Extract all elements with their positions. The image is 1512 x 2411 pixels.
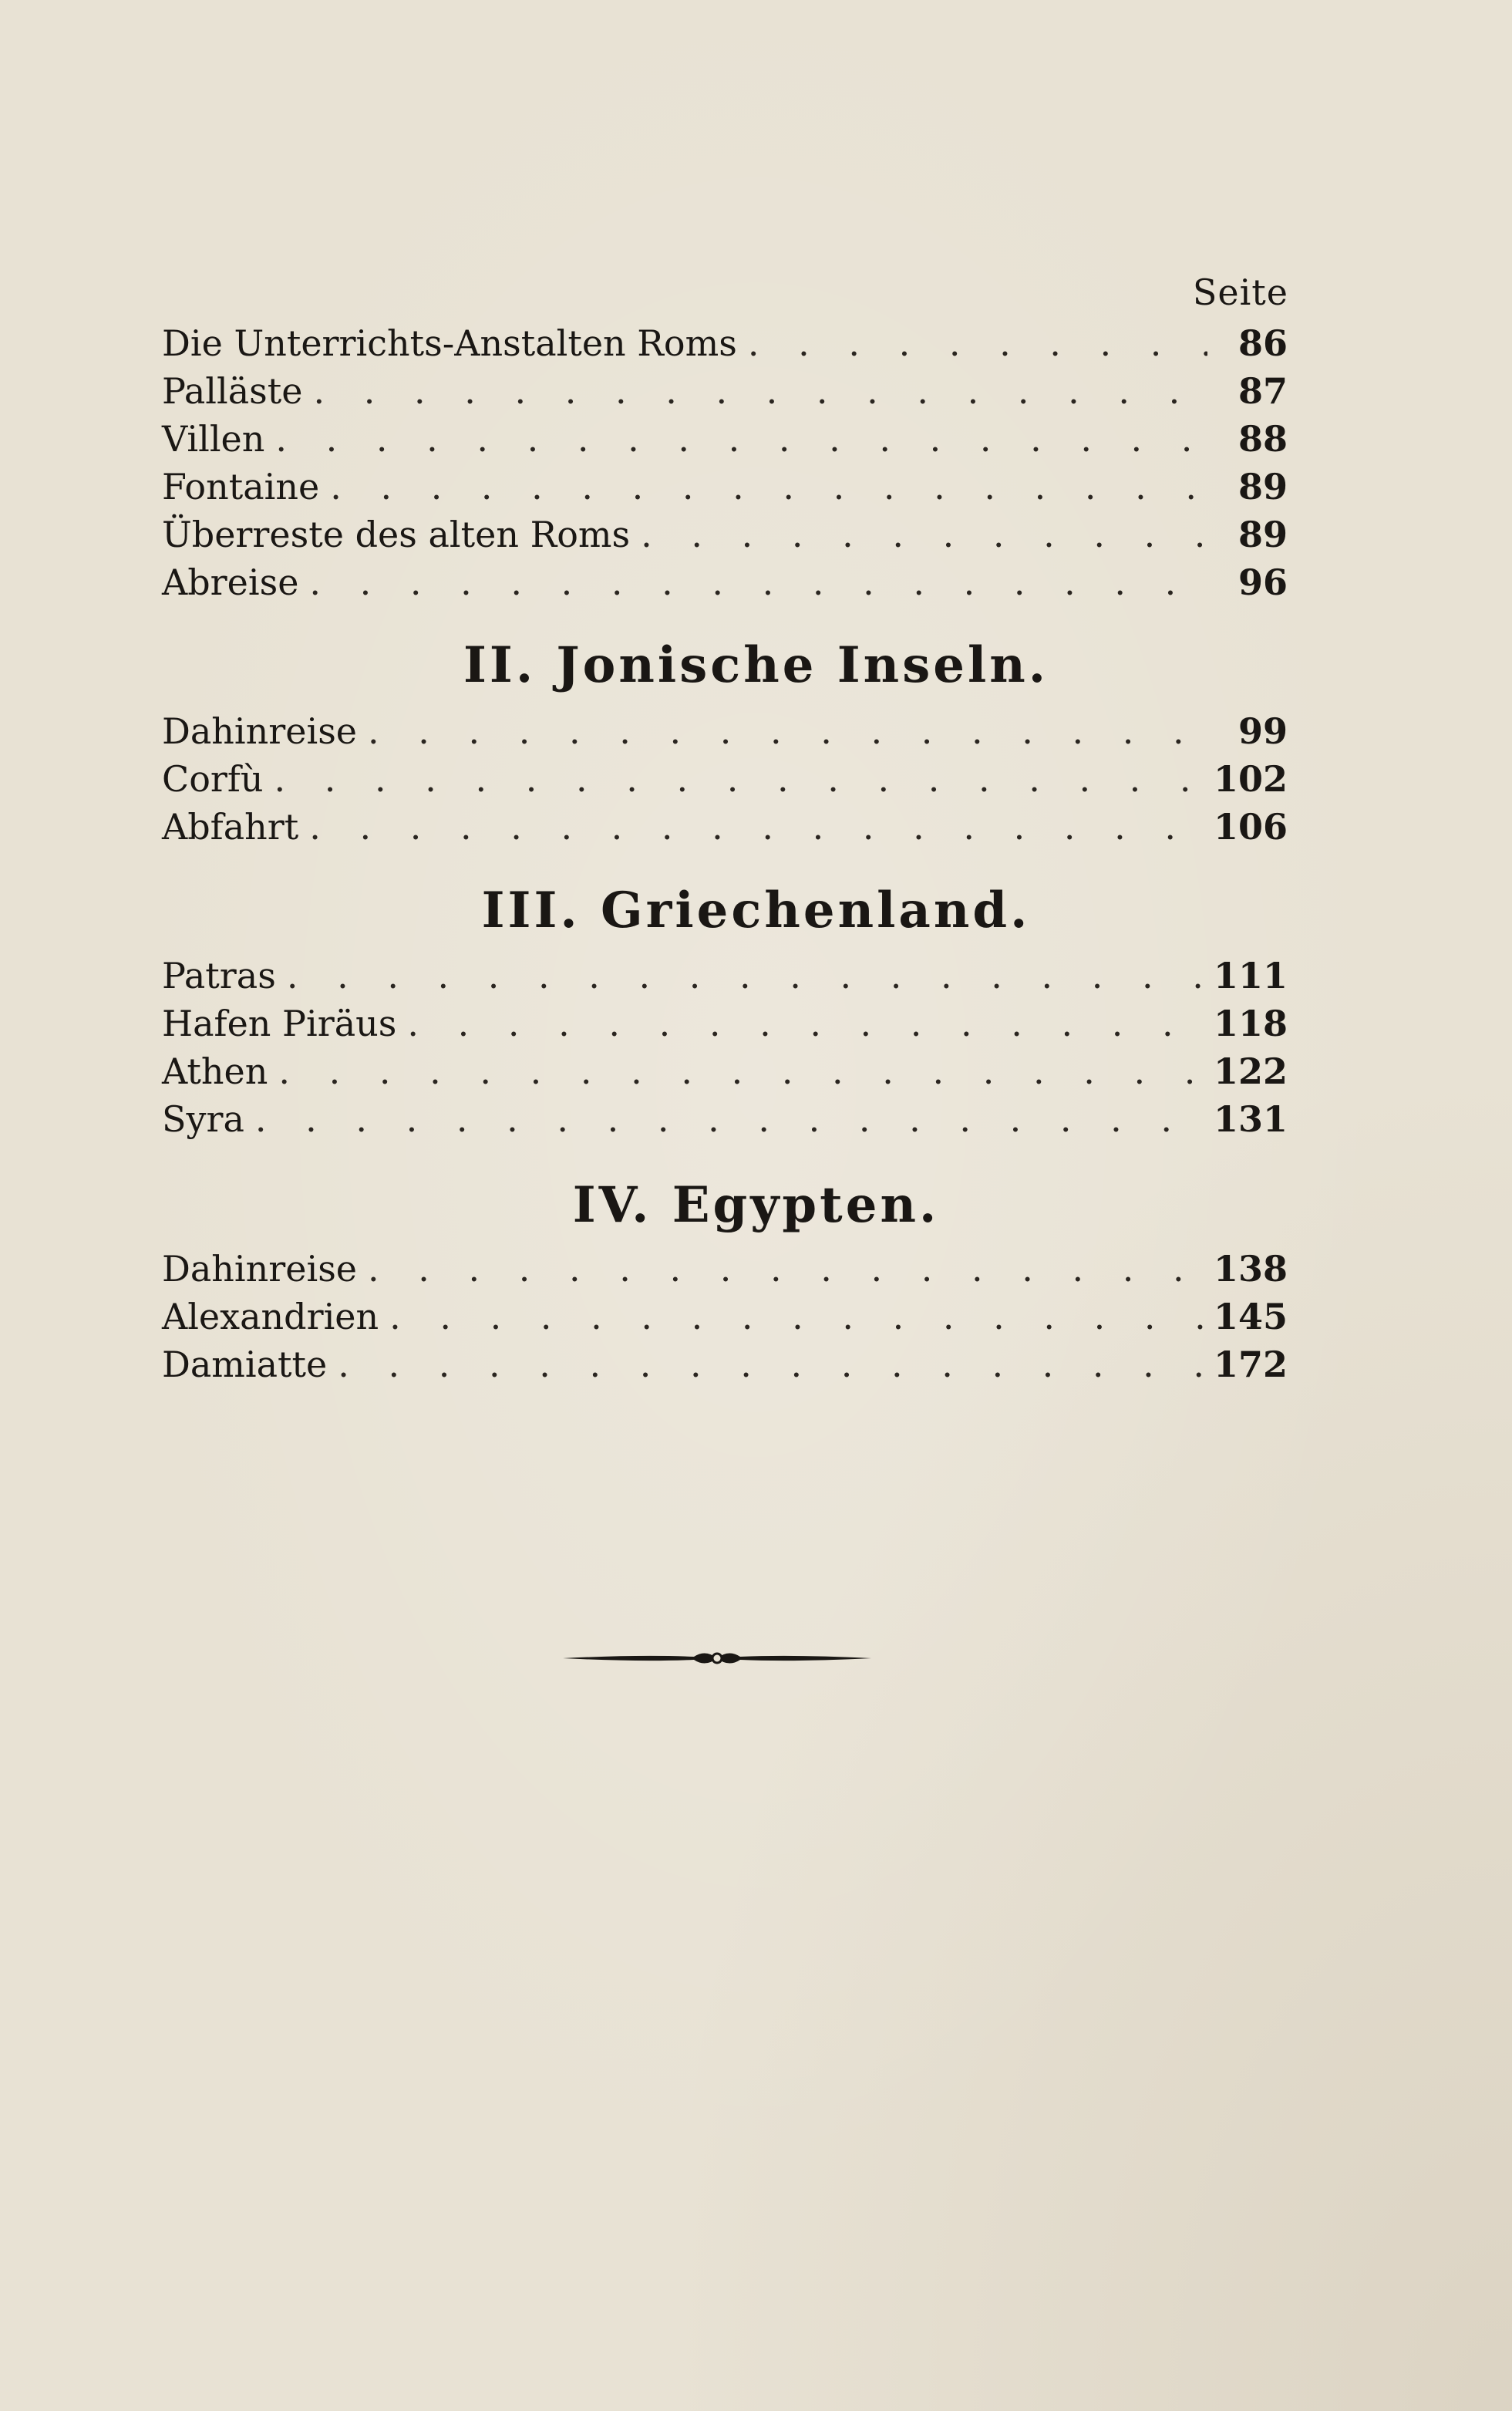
toc-leader-dots: [309, 559, 1207, 605]
toc-entry-page: 118: [1213, 1003, 1288, 1044]
toc-entry-page: 122: [1213, 1050, 1288, 1092]
toc-entry: [162, 1096, 1288, 1142]
toc-entry: [162, 368, 1288, 414]
toc-leader-dots: [287, 953, 1203, 999]
toc-entry-page: 86: [1238, 322, 1288, 364]
toc-entry-title: Hafen Piräus: [162, 1003, 397, 1044]
toc-leader-dots: [748, 320, 1207, 366]
toc-entry-page: 88: [1238, 418, 1288, 460]
toc-entry: [162, 953, 1288, 999]
toc-entry-title: Dahinreise: [162, 710, 358, 752]
section-heading: II. Jonische Inseln.: [463, 636, 1049, 694]
ornamental-rule-icon: [563, 1643, 871, 1674]
toc-entry: [162, 708, 1288, 754]
toc-entry-page: 111: [1213, 955, 1288, 996]
toc-entry: [162, 559, 1288, 605]
toc-entry-title: Abreise: [162, 561, 299, 603]
toc-leader-dots: [389, 1293, 1203, 1340]
toc-leader-dots: [309, 804, 1203, 850]
toc-entry-title: Dahinreise: [162, 1248, 358, 1290]
page-column-label: Seite: [1192, 271, 1288, 313]
toc-entry: [162, 1341, 1288, 1388]
toc-entry-title: Corfù: [162, 758, 264, 800]
toc-entry: [162, 1000, 1288, 1047]
toc-entry-title: Die Unterrichts-Anstalten Roms: [162, 322, 737, 364]
toc-leader-dots: [368, 708, 1207, 754]
toc-leader-dots: [313, 368, 1207, 414]
toc-entry-title: Palläste: [162, 370, 303, 412]
toc-leader-dots: [278, 1048, 1203, 1094]
toc-entry: [162, 804, 1288, 850]
toc-entry: [162, 320, 1288, 366]
toc-entry-title: Damiatte: [162, 1344, 328, 1385]
toc-leader-dots: [330, 464, 1207, 510]
toc-entry-title: Patras: [162, 955, 276, 996]
toc-entry-title: Villen: [162, 418, 265, 460]
toc-entry: [162, 1293, 1288, 1340]
toc-entry-page: 172: [1213, 1344, 1288, 1385]
toc-entry-page: 89: [1238, 466, 1288, 507]
toc-entry-page: 145: [1213, 1296, 1288, 1337]
toc-entry-page: 102: [1213, 758, 1288, 800]
toc-leader-dots: [407, 1000, 1203, 1047]
toc-entry: [162, 1048, 1288, 1094]
toc-entry: [162, 511, 1288, 558]
toc-entry-title: Athen: [162, 1050, 268, 1092]
toc-leader-dots: [255, 1096, 1203, 1142]
toc-leader-dots: [338, 1341, 1203, 1388]
toc-entry-title: Alexandrien: [162, 1296, 379, 1337]
toc-entry-page: 87: [1238, 370, 1288, 412]
toc-entry-title: Syra: [162, 1098, 244, 1140]
toc-entry-title: Überreste des alten Roms: [162, 514, 631, 555]
toc-entry: [162, 464, 1288, 510]
toc-entry-title: Fontaine: [162, 466, 320, 507]
toc-entry: [162, 416, 1288, 462]
toc-entry-page: 99: [1238, 710, 1288, 752]
toc-leader-dots: [275, 416, 1207, 462]
toc-leader-dots: [274, 756, 1203, 802]
toc-entry-page: 131: [1213, 1098, 1288, 1140]
toc-entry-title: Abfahrt: [162, 806, 299, 848]
toc-entry-page: 96: [1238, 561, 1288, 603]
section-heading: III. Griechenland.: [481, 882, 1031, 939]
toc-leader-dots: [641, 511, 1207, 558]
section-heading: IV. Egypten.: [572, 1176, 940, 1234]
toc-entry-page: 106: [1213, 806, 1288, 848]
toc-entry: [162, 756, 1288, 802]
toc-leader-dots: [368, 1246, 1203, 1292]
toc-entry-page: 138: [1213, 1248, 1288, 1290]
toc-entry-page: 89: [1238, 514, 1288, 555]
toc-entry: [162, 1246, 1288, 1292]
